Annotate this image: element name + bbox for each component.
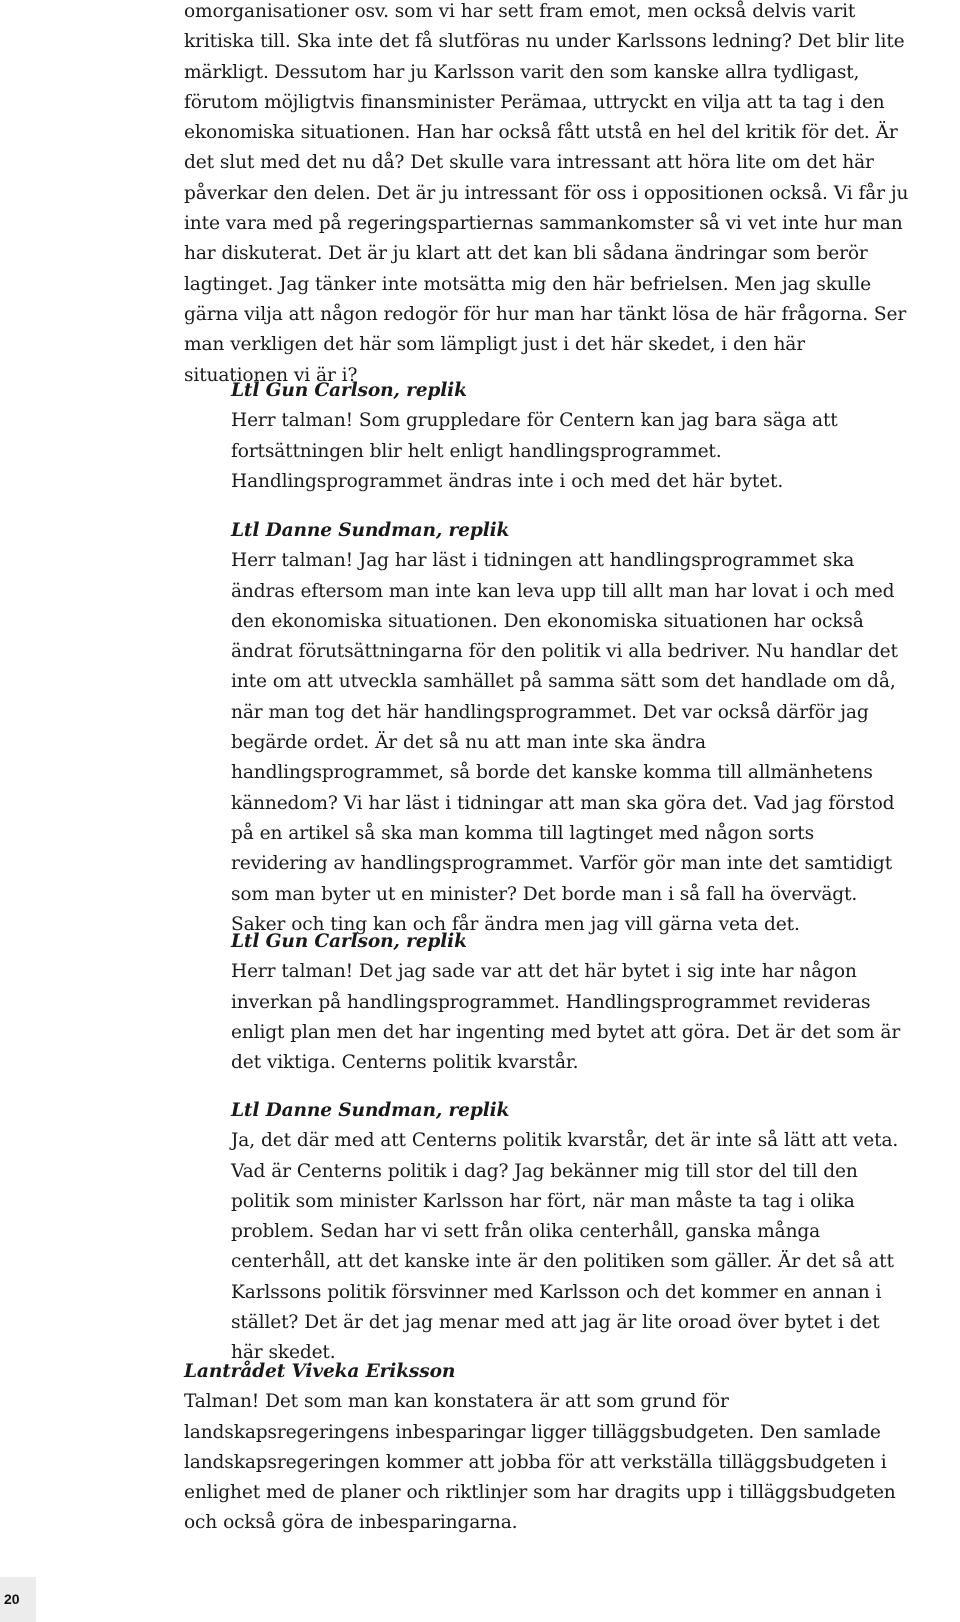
intro-paragraph: omorganisationer osv. som vi har sett fram emot, men också delvis varit kritiska till. Ska inte det få slutföras nu under Karlssons ledning? Det blir lite märkligt. Dessutom har ju Karlsson varit den som kanske allra tydligast, förutom möjligtvis finansminister Perämaa, uttryckt en vilja att ta tag i den ekonomiska situationen. Han har också fått utstå en hel del kritik för det. Är det slut med det nu då? Det skulle vara intressant att höra lite om det här påverkar den delen. Det är ju intressant för oss i oppositionen också. Vi får ju inte vara med på regeringspartiernas sammankomster så vi vet inte hur man har diskuterat. Det är ju klart att det kan bli sådana ändringar som berör lagtinget. Jag tänker inte motsätta mig den här befrielsen. Men jag skulle gärna vilja att någon redogör för hur man har tänkt lösa de här frågorna. Ser man verkligen det här som lämpligt just i det här skedet, i den här situationen vi är i?	[184, 1, 909, 386]
speech-text: Talman! Det som man kan konstatera är att som grund för landskapsregeringens inbesparingar ligger tilläggsbudgeten. Den samlade landskapsregeringen kommer att jobba för att verkställa tilläggsbudgeten i enlighet med de planer och riktlinjer som har dragits upp i tilläggsbudgeten och också göra de inbesparingarna.	[184, 1391, 896, 1534]
speech-text: Herr talman! Jag har läst i tidningen att handlingsprogrammet ska ändras eftersom man inte kan leva upp till allt man har lovat i och med den ekonomiska situationen. Den ekonomiska situationen har också ändrat förutsättningarna för den politik vi alla bedriver. Nu handlar det inte om att utveckla samhället på samma sätt som det handlade om då, när man tog det här handlingsprogrammet. Det var också därför jag begärde ordet. Är det så nu att man inte ska ändra handlingsprogrammet, så borde det kanske komma till allmänhetens kännedom? Vi har läst i tidningar att man ska göra det. Vad jag förstod på en artikel så ska man komma till lagtinget med någon sorts revidering av handlingsprogrammet. Varför gör man inte det samtidigt som man byter ut en minister? Det borde man i så fall ha övervägt. Saker och ting kan och får ändra men jag vill gärna veta det.	[231, 550, 898, 935]
reply-block-3	[231, 927, 915, 1078]
reply-block-4	[231, 1096, 915, 1369]
speaker-heading: Ltl Gun Carlson, replik	[231, 380, 467, 401]
speech-text: Ja, det där med att Centerns politik kvarstår, det är inte så lätt att veta. Vad är Centerns politik i dag? Jag bekänner mig till stor del till den politik som minister Karlsson har fört, när man måste ta tag i olika problem. Sedan har vi sett från olika centerhåll, ganska många centerhåll, att det kanske inte är den politiken som gäller. Är det så att Karlssons politik försvinner med Karlsson och det kommer en annan i stället? Det är det jag menar med att jag är lite oroad över bytet i det här skedet.	[231, 1130, 899, 1364]
speech-text: Herr talman! Det jag sade var att det här bytet i sig inte har någon inverkan på handlingsprogrammet. Handlingsprogrammet revideras enligt plan men det har ingenting med bytet att göra. Det är det som är det viktiga. Centerns politik kvarstår.	[231, 961, 901, 1074]
main-speech-block	[184, 1357, 915, 1539]
reply-block-2	[231, 516, 915, 940]
page-number-tab	[0, 1577, 36, 1622]
speech-text: Herr talman! Som gruppledare för Centern kan jag bara säga att fortsättningen blir helt enligt handlingsprogrammet. Handlingsprogrammet ändras inte i och med det här bytet.	[231, 410, 838, 492]
speaker-heading: Lantrådet Viveka Eriksson	[184, 1361, 456, 1382]
speaker-heading: Ltl Danne Sundman, replik	[231, 520, 510, 541]
speaker-heading: Ltl Danne Sundman, replik	[231, 1100, 510, 1121]
speaker-heading: Ltl Gun Carlson, replik	[231, 931, 467, 952]
reply-block-1	[231, 376, 915, 497]
page-number: 20	[4, 1591, 20, 1607]
